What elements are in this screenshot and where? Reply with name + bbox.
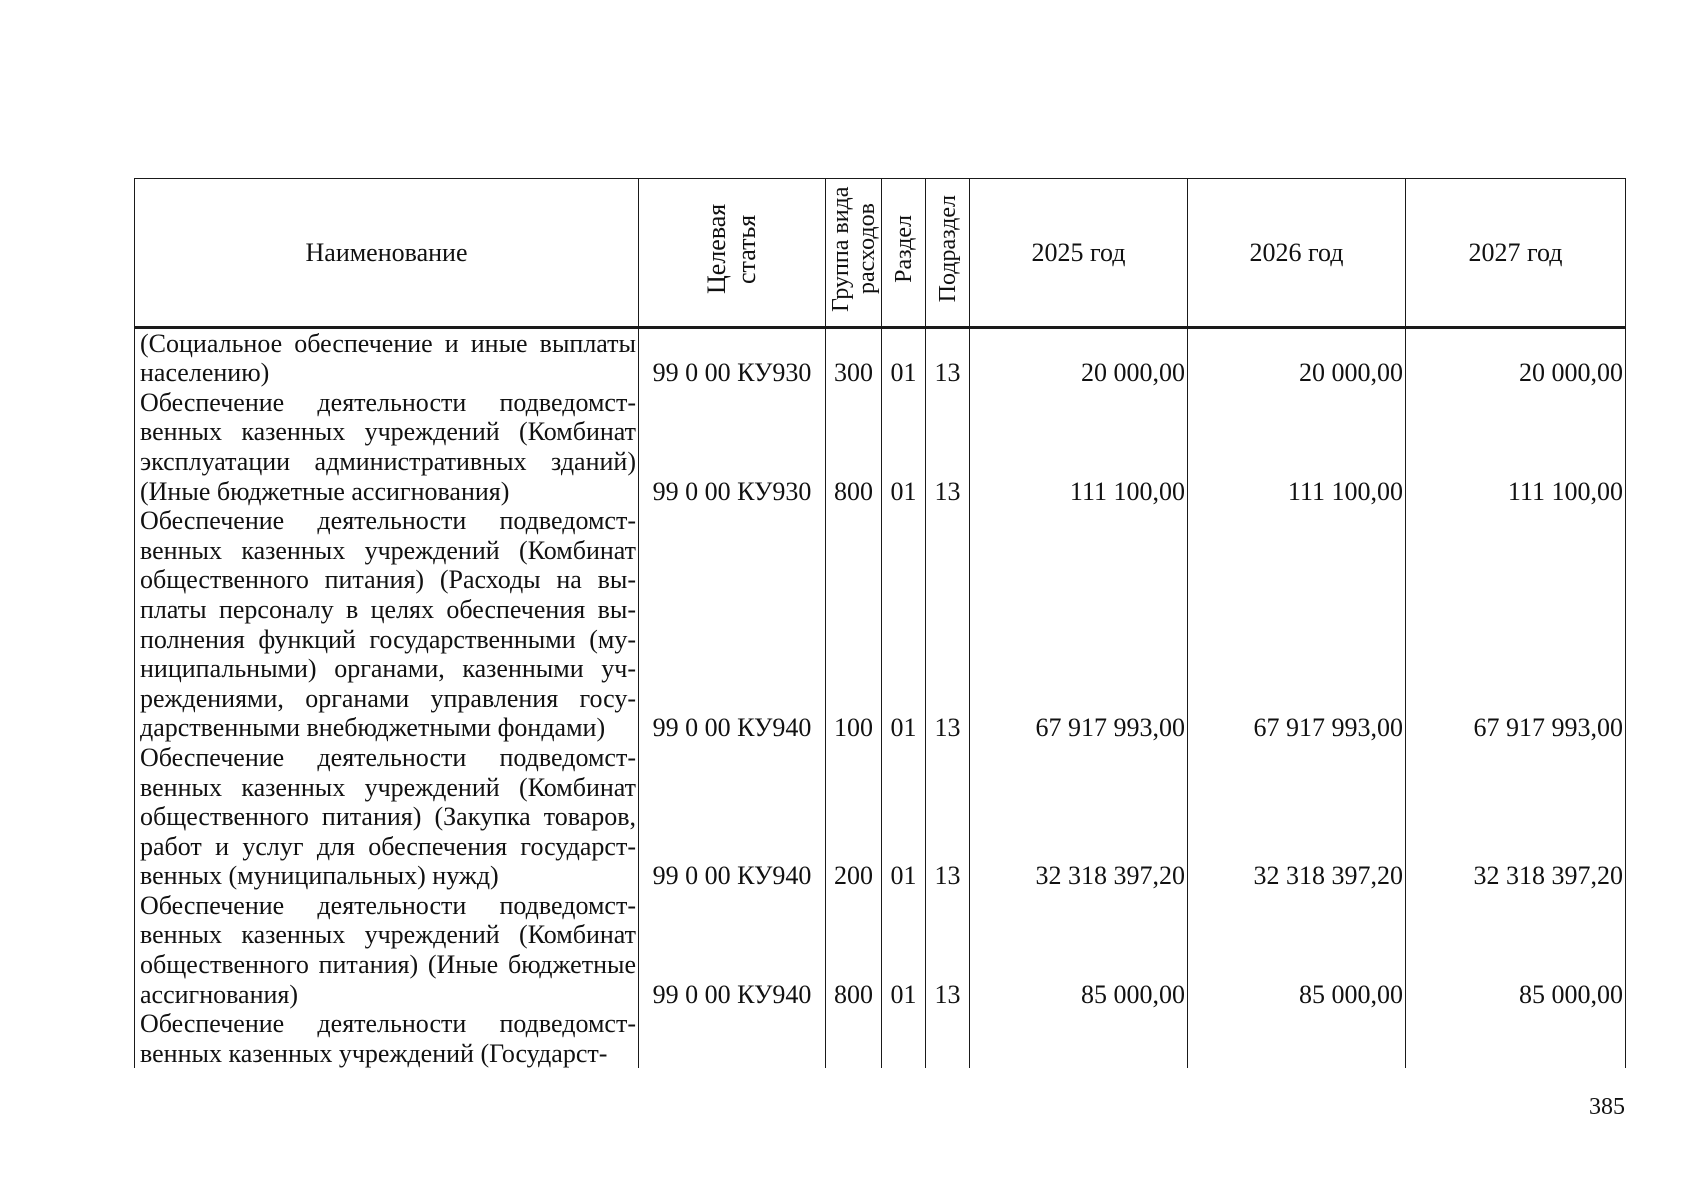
row-name: (Социальное обеспечение и иные выплаты населению) (135, 327, 639, 388)
table-row (135, 506, 1626, 743)
table-row (135, 327, 1626, 388)
header-target-article: Целевая статья (639, 179, 826, 328)
row-target-article: 99 0 00 КУ930 (639, 388, 826, 506)
row-expense-group: 300 (826, 327, 882, 388)
row-year-2026: 32 318 397,20 (1188, 743, 1406, 891)
header-expense-group: Группа вида расходов (826, 179, 882, 328)
row-expense-group: 100 (826, 506, 882, 743)
row-year-2027: 111 100,00 (1406, 388, 1626, 506)
row-subsection: 13 (926, 891, 970, 1009)
row-year-2027 (1406, 1009, 1626, 1068)
row-year-2025: 85 000,00 (970, 891, 1188, 1009)
row-year-2025 (970, 1009, 1188, 1068)
row-subsection: 13 (926, 388, 970, 506)
header-year-2025: 2025 год (970, 179, 1188, 328)
budget-table (134, 178, 1626, 1068)
row-section: 01 (882, 327, 926, 388)
row-expense-group: 800 (826, 891, 882, 1009)
row-year-2026: 20 000,00 (1188, 327, 1406, 388)
row-year-2026: 111 100,00 (1188, 388, 1406, 506)
row-year-2025: 20 000,00 (970, 327, 1188, 388)
row-name: Обеспечение деятельности подведомственных казенных учреждений (Комбинат эксплуатации административных зданий) (Иные бюджетные ассигнования) (135, 388, 639, 506)
row-name: Обеспечение деятельности подведомственных казенных учреждений (Комбинат общественного питания) (Закупка товаров, работ и услуг для обеспечения государственных (муниципальных) нужд) (135, 743, 639, 891)
row-target-article: 99 0 00 КУ930 (639, 327, 826, 388)
table-row-continued (135, 1009, 1626, 1068)
row-name: Обеспечение деятельности подведомственных казенных учреждений (Государст- (135, 1009, 639, 1068)
row-year-2025: 67 917 993,00 (970, 506, 1188, 743)
header-name: Наименование (135, 179, 639, 328)
row-expense-group: 800 (826, 388, 882, 506)
row-target-article (639, 1009, 826, 1068)
table-row (135, 891, 1626, 1009)
header-subsection: Подраздел (926, 179, 970, 328)
row-subsection (926, 1009, 970, 1068)
row-subsection: 13 (926, 506, 970, 743)
row-name: Обеспечение деятельности подведомственных казенных учреждений (Комбинат общественного питания) (Иные бюджетные ассигнования) (135, 891, 639, 1009)
table-header-row (135, 179, 1626, 328)
row-section: 01 (882, 388, 926, 506)
header-year-2026: 2026 год (1188, 179, 1406, 328)
row-year-2025: 111 100,00 (970, 388, 1188, 506)
row-year-2025: 32 318 397,20 (970, 743, 1188, 891)
header-year-2027: 2027 год (1406, 179, 1626, 328)
table-row (135, 388, 1626, 506)
header-section: Раздел (882, 179, 926, 328)
row-year-2027: 85 000,00 (1406, 891, 1626, 1009)
page-number: 385 (1589, 1094, 1625, 1120)
row-section: 01 (882, 506, 926, 743)
row-subsection: 13 (926, 327, 970, 388)
row-section: 01 (882, 891, 926, 1009)
row-year-2027: 32 318 397,20 (1406, 743, 1626, 891)
row-section (882, 1009, 926, 1068)
row-section: 01 (882, 743, 926, 891)
row-year-2026: 67 917 993,00 (1188, 506, 1406, 743)
row-target-article: 99 0 00 КУ940 (639, 743, 826, 891)
row-subsection: 13 (926, 743, 970, 891)
row-target-article: 99 0 00 КУ940 (639, 891, 826, 1009)
row-year-2026 (1188, 1009, 1406, 1068)
row-target-article: 99 0 00 КУ940 (639, 506, 826, 743)
row-name: Обеспечение деятельности подведомственных казенных учреждений (Комбинат общественного питания) (Расходы на выплаты персоналу в целях обеспечения выполнения функций государственными (муниципальными) органами, казенными учреждениями, органами управления государственными внебюджетными фондами) (135, 506, 639, 743)
row-year-2027: 20 000,00 (1406, 327, 1626, 388)
row-year-2026: 85 000,00 (1188, 891, 1406, 1009)
row-year-2027: 67 917 993,00 (1406, 506, 1626, 743)
row-expense-group: 200 (826, 743, 882, 891)
row-expense-group (826, 1009, 882, 1068)
table-row (135, 743, 1626, 891)
